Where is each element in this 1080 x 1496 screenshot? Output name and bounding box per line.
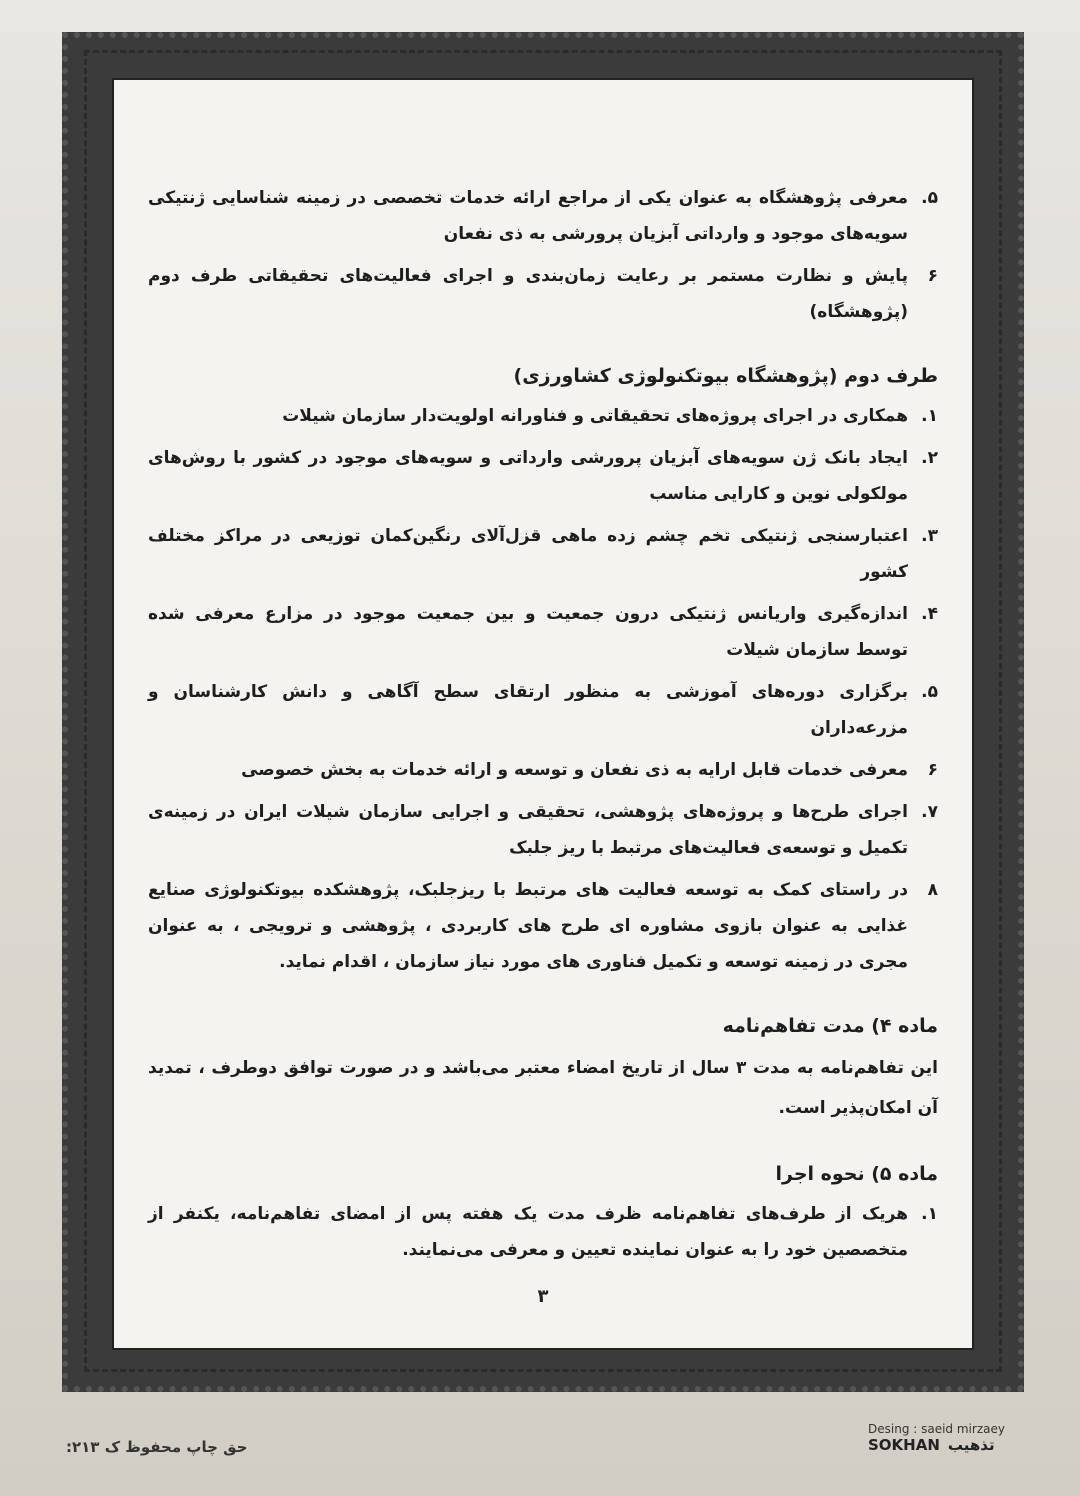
list-item bbox=[148, 180, 938, 252]
item-number: ۵. bbox=[921, 682, 938, 702]
item-text: ایجاد بانک ژن سویه‌های آبزیان پرورشی وارداتی و سویه‌های موجود در کشور با روش‌های مولکولی نوین و کارایی مناسب bbox=[148, 448, 908, 504]
designer-name: Desing : saeid mirzaey bbox=[868, 1422, 1005, 1436]
list-item bbox=[148, 518, 938, 590]
document-page bbox=[114, 80, 972, 1348]
list-item bbox=[148, 752, 938, 788]
list-item bbox=[148, 794, 938, 866]
item-text: پایش و نظارت مستمر بر رعایت زمان‌بندی و اجرای فعالیت‌های تحقیقاتی طرف دوم (پژوهشگاه) bbox=[148, 266, 908, 322]
item-number: ۸ bbox=[927, 880, 938, 900]
brand-word: تذهیب bbox=[947, 1436, 995, 1454]
item-number: ۱. bbox=[921, 1204, 938, 1224]
item-text: همکاری در اجرای پروژه‌های تحقیقاتی و فناورانه اولویت‌دار سازمان شیلات bbox=[282, 406, 908, 426]
list-item bbox=[148, 674, 938, 746]
article4-heading: ماده ۴) مدت تفاهم‌نامه bbox=[722, 1015, 938, 1037]
item-number: ۴. bbox=[921, 604, 938, 624]
list-item bbox=[148, 440, 938, 512]
item-number: ۲. bbox=[921, 448, 938, 468]
item-number: ۱. bbox=[921, 406, 938, 426]
item-number: ۷. bbox=[921, 802, 938, 822]
brand-name: SOKHAN bbox=[868, 1436, 940, 1454]
list-item bbox=[148, 1196, 938, 1268]
design-credit bbox=[868, 1422, 1048, 1454]
item-text: اجرای طرح‌ها و پروژه‌های پژوهشی، تحقیقی و اجرایی سازمان شیلات ایران در زمینه‌ی تکمیل و توسعه‌ی فعالیت‌های مرتبط با ریز جلبک bbox=[148, 802, 908, 858]
item-text: اندازه‌گیری واریانس ژنتیکی درون جمعیت و بین جمعیت موجود در مزارع معرفی شده توسط سازمان شیلات bbox=[148, 604, 908, 660]
item-text: برگزاری دوره‌های آموزشی به منظور ارتقای سطح آگاهی و دانش کارشناسان و مزرعه‌داران bbox=[148, 682, 908, 738]
item-text: اعتبارسنجی ژنتیکی تخم چشم زده ماهی قزل‌آلای رنگین‌کمان توزیعی در مراکز مختلف کشور bbox=[148, 526, 908, 582]
item-number: ۳. bbox=[921, 526, 938, 546]
item-number: ۵. bbox=[921, 188, 938, 208]
item-text: معرفی خدمات قابل ارایه به ذی نفعان و توسعه و ارائه خدمات به بخش خصوصی bbox=[241, 760, 908, 780]
list-item bbox=[148, 258, 938, 330]
item-text: معرفی پژوهشگاه به عنوان یکی از مراجع ارائه خدمات تخصصی در زمینه شناسایی ژنتیکی سویه‌های موجود و وارداتی آبزیان پرورشی به ذی نفعان bbox=[148, 188, 908, 244]
page-number: ۳ bbox=[537, 1286, 549, 1307]
document-content bbox=[148, 180, 938, 1274]
item-text: در راستای کمک به توسعه فعالیت های مرتبط با ریزجلبک، پژوهشکده بیوتکنولوژی صنایع غذایی به عنوان بازوی مشاوره ای طرح های کاربردی ، پژوهشی و ترویجی ، به عنوان مجری در زمینه توسعه و تکمیل فناوری های مورد نیاز سازمان ، اقدام نماید. bbox=[148, 880, 908, 972]
section-heading: طرف دوم (پژوهشگاه بیوتکنولوژی کشاورزی) bbox=[513, 365, 938, 387]
article4-text: این تفاهم‌نامه به مدت ۳ سال از تاریخ امضاء معتبر می‌باشد و در صورت توافق دوطرف ، تمدید آن امکان‌پذیر است. bbox=[148, 1058, 938, 1118]
list-item bbox=[148, 596, 938, 668]
item-number: ۶ bbox=[927, 266, 938, 286]
item-text: هریک از طرف‌های تفاهم‌نامه ظرف مدت یک هفته پس از امضای تفاهم‌نامه، یکنفر از متخصصین خود را به عنوان نماینده تعیین و معرفی می‌نمایند. bbox=[148, 1204, 908, 1260]
list-item bbox=[148, 872, 938, 980]
article5-heading: ماده ۵) نحوه اجرا bbox=[775, 1163, 938, 1185]
brand-line bbox=[868, 1436, 1048, 1454]
copyright-note: حق چاپ محفوظ ک ۲۱۳: bbox=[66, 1438, 248, 1456]
list-item bbox=[148, 398, 938, 434]
item-number: ۶ bbox=[927, 760, 938, 780]
